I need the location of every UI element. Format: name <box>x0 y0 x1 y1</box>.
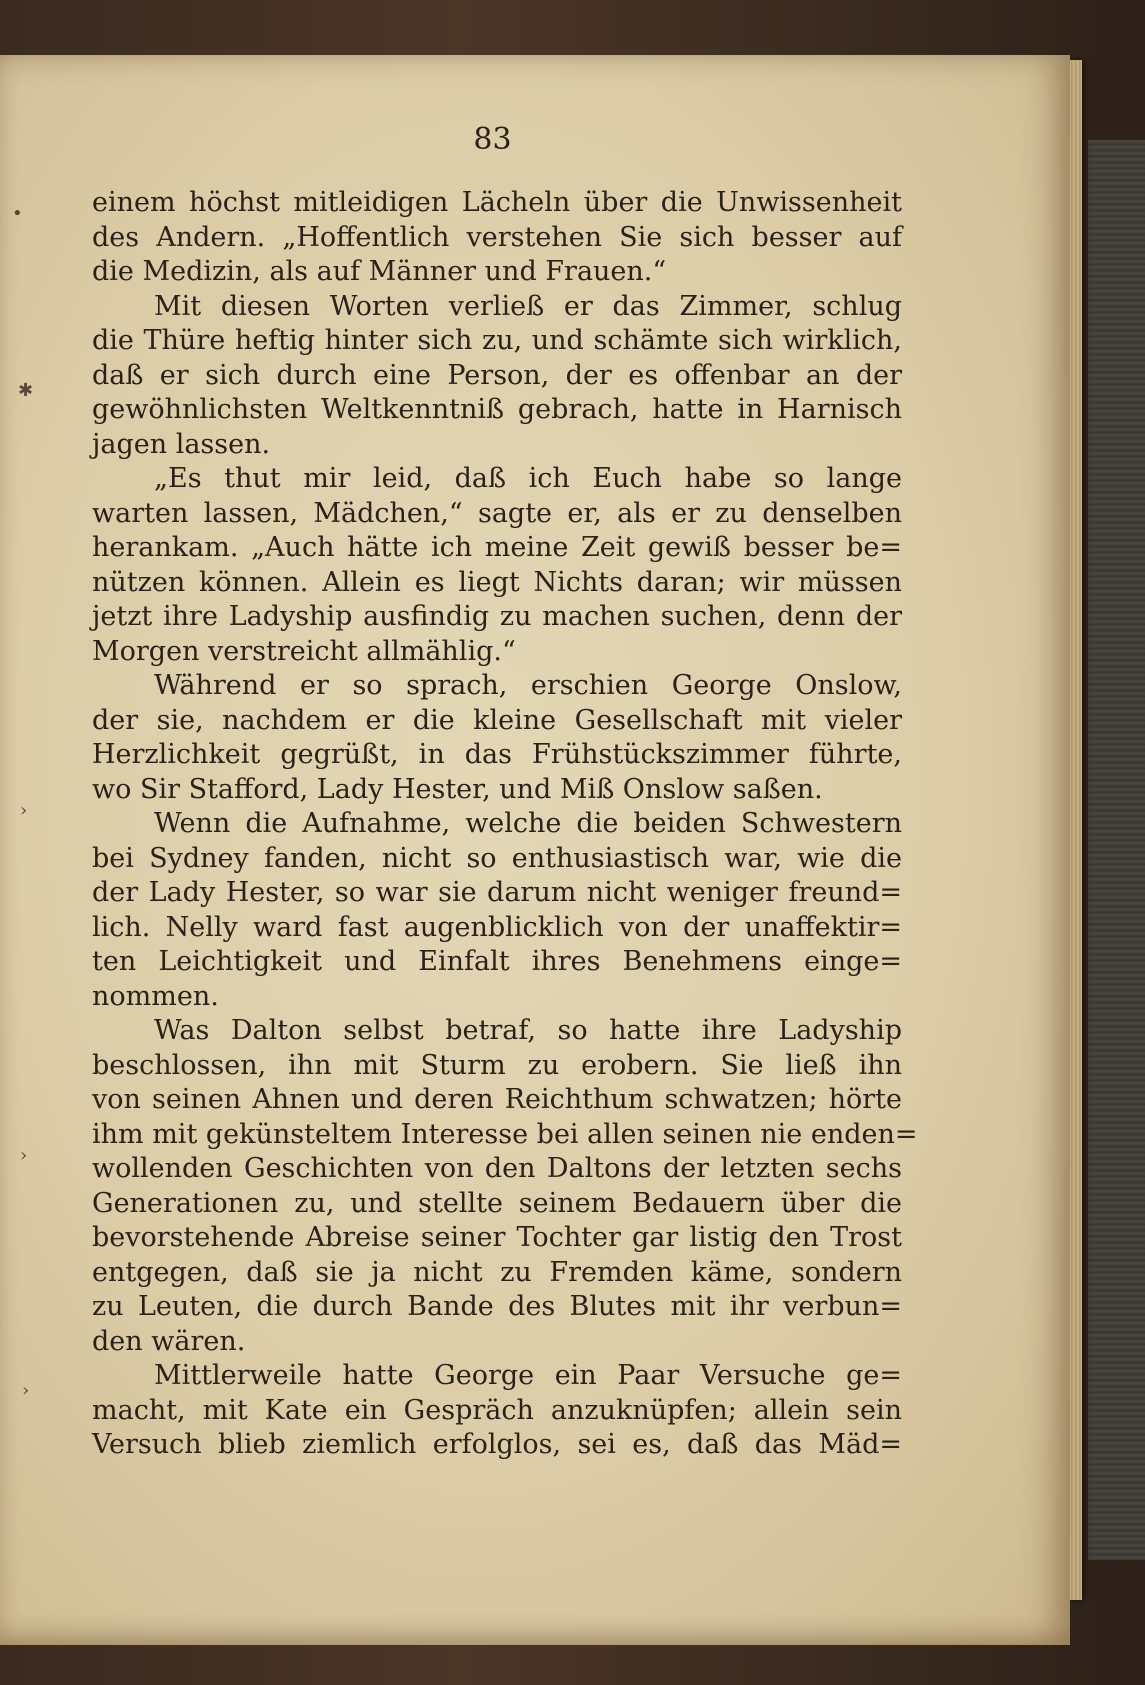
text-line: macht, mit Kate ein Gespräch anzuknüpfen; allein sein <box>92 1394 902 1426</box>
text-line: der sie, nachdem er die kleine Gesellschaft mit vieler <box>92 704 902 736</box>
text-line: herankam. „Auch hätte ich meine Zeit gewiß besser be= <box>92 532 902 563</box>
page-number: 83 <box>473 122 512 157</box>
text-line: zu Leuten, die durch Bande des Blutes mit ihr verbun= <box>92 1291 902 1322</box>
text-line: einem höchst mitleidigen Lächeln über die Unwissenheit <box>92 187 902 218</box>
text-line: Mittlerweile hatte George ein Paar Versuche ge= <box>154 1360 902 1391</box>
text-line: des Andern. „Hoffentlich verstehen Sie sich besser auf <box>92 221 902 253</box>
text-line: Wenn die Aufnahme, welche die beiden Schwestern <box>154 808 902 839</box>
text-line: nützen können. Allein es liegt Nichts daran; wir müssen <box>92 566 902 598</box>
text-line: wollenden Geschichten von den Daltons der letzten sechs <box>92 1153 902 1184</box>
text-line: lich. Nelly ward fast augenblicklich von der unaffektir= <box>92 911 902 943</box>
margin-mark: ✱ <box>18 380 34 401</box>
text-line: Generationen zu, und stellte seinem Bedauern über die <box>92 1187 902 1219</box>
margin-mark: • <box>12 203 23 224</box>
text-line: ten Leichtigkeit und Einfalt ihres Benehmens einge= <box>92 946 902 977</box>
text-line: jetzt ihre Ladyship ausfindig zu machen suchen, denn der <box>92 601 902 632</box>
text-line: bevorstehende Abreise seiner Tochter gar listig den Trost <box>92 1222 902 1253</box>
binding-cloth <box>1088 140 1145 1560</box>
text-line: gewöhnlichsten Weltkenntniß gebrach, hatte in Harnisch <box>92 394 902 425</box>
body-text <box>92 186 918 1463</box>
margin-mark: › <box>22 1380 30 1401</box>
text-line: beschlossen, ihn mit Sturm zu erobern. Sie ließ ihn <box>92 1049 902 1081</box>
text-line: bei Sydney fanden, nicht so enthusiastisch war, wie die <box>92 842 902 874</box>
text-line: von seinen Ahnen und deren Reichthum schwatzen; hörte <box>92 1084 902 1115</box>
text-line: warten lassen, Mädchen,“ sagte er, als er zu denselben <box>92 497 902 529</box>
text-line: daß er sich durch eine Person, der es offenbar an der <box>92 359 902 391</box>
text-line: Morgen verstreicht allmählig.“ <box>92 635 516 667</box>
text-line: Versuch blieb ziemlich erfolglos, sei es, daß das Mäd= <box>92 1429 902 1460</box>
text-line: ihm mit gekünsteltem Interesse bei allen seinen nie enden= <box>92 1118 918 1150</box>
text-line: Während er so sprach, erschien George Onslow, <box>154 670 902 701</box>
text-line: nommen. <box>92 980 219 1012</box>
text-line: jagen lassen. <box>92 428 271 460</box>
text-line: entgegen, daß sie ja nicht zu Fremden käme, sondern <box>92 1256 902 1288</box>
margin-mark: › <box>20 800 28 821</box>
text-line: Herzlichkeit gegrüßt, in das Frühstückszimmer führte, <box>92 739 902 770</box>
margin-mark: › <box>20 1145 28 1166</box>
text-line: die Thüre heftig hinter sich zu, und schämte sich wirklich, <box>92 325 902 356</box>
text-line: „Es thut mir leid, daß ich Euch habe so lange <box>154 463 902 494</box>
text-line: der Lady Hester, so war sie darum nicht weniger freund= <box>92 877 902 908</box>
text-line: Mit diesen Worten verließ er das Zimmer, schlug <box>154 290 902 322</box>
text-line: wo Sir Stafford, Lady Hester, und Miß Onslow saßen. <box>92 773 823 805</box>
text-line: den wären. <box>92 1325 246 1357</box>
text-line: Was Dalton selbst betraf, so hatte ihre Ladyship <box>154 1015 902 1046</box>
text-line: die Medizin, als auf Männer und Frauen.“ <box>92 256 667 287</box>
